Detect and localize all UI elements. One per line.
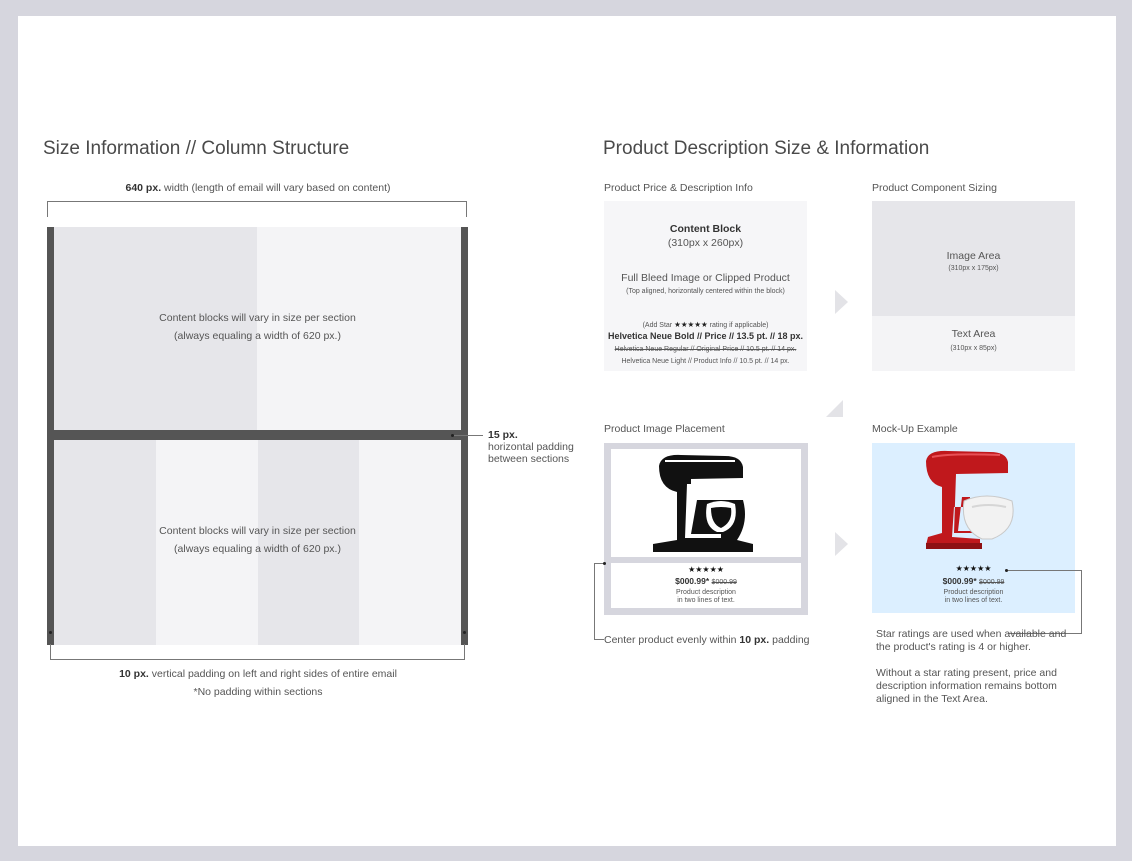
content-block-title: Content Block: [669, 223, 742, 235]
left-title: Size Information // Column Structure: [43, 138, 350, 159]
bottom-padding-bracket: [50, 644, 465, 660]
placement-frame: [604, 443, 808, 615]
text-area: [872, 316, 1075, 371]
placement-price-row: [611, 576, 801, 586]
center-note-suffix: padding: [772, 634, 810, 646]
no-star-note: [876, 667, 1057, 706]
image-area: [872, 201, 1075, 316]
vpad-text: vertical padding on left and right sides of entire email: [151, 668, 397, 680]
helvetica-bold-spec: Helvetica Neue Bold // Price // 13.5 pt. // 18 px.: [607, 331, 804, 341]
placement-desc2: in two lines of text.: [677, 597, 735, 604]
section2-line1: Content blocks will vary in size per section: [159, 525, 356, 537]
width-value: 640 px.: [125, 182, 162, 194]
section-divider: [47, 430, 468, 440]
full-bleed-text: Full Bleed Image or Clipped Product: [621, 272, 790, 284]
section2-caption: [54, 522, 461, 558]
placement-label: Product Image Placement: [604, 423, 725, 435]
placement-stars: ★★★★★: [688, 565, 724, 574]
right-title: Product Description Size & Information: [603, 138, 930, 159]
mockup-desc2: in two lines of text.: [944, 597, 1003, 604]
top-width-bracket: [47, 201, 467, 217]
hpad-caption: [488, 429, 574, 465]
mockup-price: $000.99*: [942, 576, 977, 586]
price-info-label: Product Price & Description Info: [604, 182, 753, 194]
vpad-caption: [18, 668, 498, 680]
hpad-leader: [454, 435, 483, 436]
red-mixer-image: [920, 447, 1028, 557]
email-frame: [47, 227, 468, 645]
section1-line2: (always equaling a width of 620 px.): [174, 330, 341, 342]
no-star-note-line1: Without a star rating present, price and: [876, 667, 1057, 679]
add-star-text: [604, 320, 807, 329]
vpad-value: 10 px.: [119, 668, 149, 680]
center-note-prefix: Center product evenly within: [604, 634, 737, 646]
hpad-line1: horizontal padding: [488, 441, 574, 453]
right-pad-dot: [463, 631, 466, 634]
section1-line1: Content blocks will vary in size per section: [159, 312, 356, 324]
helvetica-regular-spec: Helvetica Neue Regular // Original Price // 10.5 pt. // 14 px.: [614, 346, 797, 353]
arrow-diagonal: [826, 400, 843, 417]
hpad-value: 15 px.: [488, 429, 518, 441]
image-area-size: (310px x 175px): [948, 265, 999, 272]
no-star-note-line2: description information remains bottom: [876, 680, 1057, 692]
arrow-right-1: [835, 290, 848, 314]
mockup-orig-price: $000.99: [979, 579, 1005, 586]
star-note-line1: Star ratings are used when available and: [876, 628, 1067, 640]
center-note-value: 10 px.: [739, 634, 770, 646]
center-note: [604, 634, 810, 646]
placement-image-area: [611, 449, 801, 557]
arrow-right-2: [835, 532, 848, 556]
placement-desc1: Product description: [676, 589, 736, 596]
center-note-bracket: [594, 563, 604, 640]
add-star-stars: ★★★★★: [674, 320, 708, 329]
hpad-line2: between sections: [488, 453, 570, 465]
spec-sheet: [18, 16, 1116, 846]
top-aligned-text: (Top aligned, horizontally centered within the block): [626, 288, 785, 295]
placement-text-area: [611, 563, 801, 608]
mockup-label: Mock-Up Example: [872, 423, 958, 435]
width-caption: [18, 182, 498, 194]
placement-price: $000.99*: [675, 576, 710, 586]
mixer-silhouette-icon: [651, 452, 756, 556]
helvetica-light-spec: Helvetica Neue Light // Product Info // 10.5 pt. // 14 px.: [621, 358, 790, 365]
left-pad-dot: [49, 631, 52, 634]
section1-caption: [54, 309, 461, 345]
mockup-note-bracket: [1008, 570, 1082, 634]
vpad-note: *No padding within sections: [193, 686, 323, 698]
placement-orig-price: $000.99: [711, 579, 737, 586]
width-text: width (length of email will vary based on content): [164, 182, 391, 194]
text-area-size: (310px x 85px): [950, 345, 997, 352]
star-note: [876, 628, 1066, 654]
section2-line2: (always equaling a width of 620 px.): [174, 543, 341, 555]
star-note-line2: the product's rating is 4 or higher.: [876, 641, 1031, 653]
add-star-prefix: (Add Star: [642, 322, 673, 329]
text-area-label: Text Area: [951, 328, 996, 340]
content-block-spec: [604, 201, 807, 371]
image-area-label: Image Area: [946, 250, 1001, 262]
mockup-desc1: Product description: [943, 589, 1004, 596]
content-block-size: (310px x 260px): [667, 237, 744, 249]
mockup-stars: ★★★★★: [955, 564, 992, 573]
no-star-note-line3: aligned in the Text Area.: [876, 693, 988, 705]
add-star-suffix: rating if applicable): [709, 322, 769, 329]
center-note-dot: [603, 562, 606, 565]
component-label: Product Component Sizing: [872, 182, 997, 194]
